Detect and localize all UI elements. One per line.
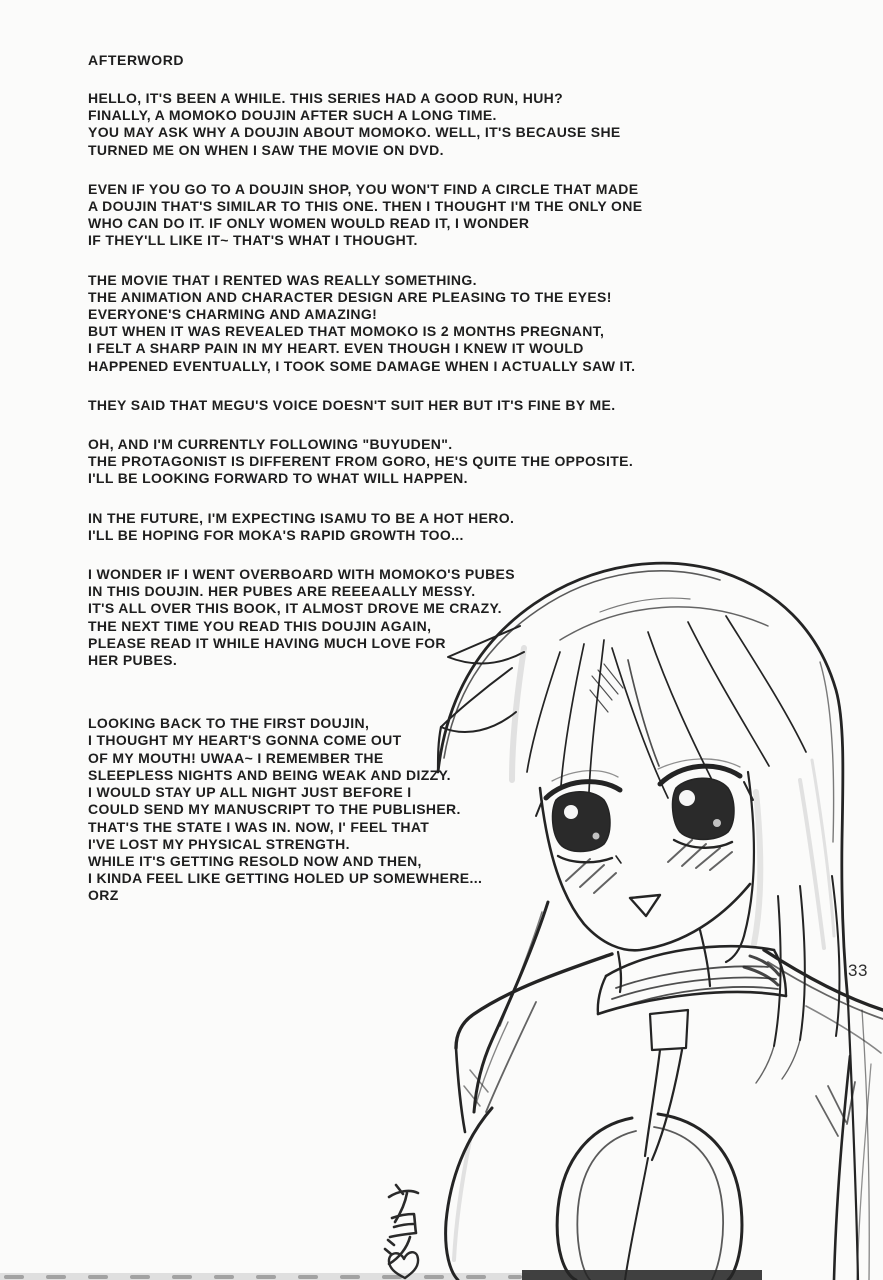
- text-line: SLEEPLESS NIGHTS AND BEING WEAK AND DIZZY.: [88, 766, 451, 783]
- text-line: I THOUGHT MY HEART'S GONNA COME OUT: [88, 732, 402, 749]
- text-line: YOU MAY ASK WHY A DOUJIN ABOUT MOMOKO. WELL, IT'S BECAUSE SHE: [88, 124, 621, 141]
- scan-artifact-bottom: [0, 1270, 762, 1280]
- text-line: I'LL BE LOOKING FORWARD TO WHAT WILL HAPPEN.: [88, 470, 468, 487]
- text-line: OH, AND I'M CURRENTLY FOLLOWING "BUYUDEN".: [88, 436, 453, 453]
- turtleneck-collar: [598, 930, 786, 1014]
- text-line: I'VE LOST MY PHYSICAL STRENGTH.: [88, 835, 350, 852]
- text-line: ORZ: [88, 887, 119, 904]
- paragraph: [88, 181, 768, 250]
- text-line: THE NEXT TIME YOU READ THIS DOUJIN AGAIN,: [88, 617, 432, 634]
- text-line: OF MY MOUTH! UWAA~ I REMEMBER THE: [88, 749, 384, 766]
- text-line: LOOKING BACK TO THE FIRST DOUJIN,: [88, 715, 370, 732]
- text-line: THE PROTAGONIST IS DIFFERENT FROM GORO, HE'S QUITE THE OPPOSITE.: [88, 453, 634, 470]
- paragraph: [88, 566, 768, 669]
- text-line: WHILE IT'S GETTING RESOLD NOW AND THEN,: [88, 852, 422, 869]
- text-line: THEY SAID THAT MEGU'S VOICE DOESN'T SUIT HER BUT IT'S FINE BY ME.: [88, 396, 616, 413]
- text-line: EVEN IF YOU GO TO A DOUJIN SHOP, YOU WON'T FIND A CIRCLE THAT MADE: [88, 180, 639, 197]
- text-line: IN THIS DOUJIN. HER PUBES ARE REEEAALLY MESSY.: [88, 583, 476, 600]
- text-line: HAPPENED EVENTUALLY, I TOOK SOME DAMAGE WHEN I ACTUALLY SAW IT.: [88, 357, 636, 374]
- text-line: THE MOVIE THAT I RENTED WAS REALLY SOMETHING.: [88, 271, 477, 288]
- page-number: 33: [848, 961, 868, 980]
- keyhole-opening: [557, 1114, 742, 1280]
- text-line: THE ANIMATION AND CHARACTER DESIGN ARE PLEASING TO THE EYES!: [88, 288, 612, 305]
- paragraph: [88, 715, 768, 904]
- text-line: HELLO, IT'S BEEN A WHILE. THIS SERIES HAD A GOOD RUN, HUH?: [88, 90, 564, 106]
- artist-signature: [385, 1185, 418, 1278]
- text-line: HER PUBES.: [88, 652, 178, 669]
- text-line: IT'S ALL OVER THIS BOOK, IT ALMOST DROVE ME CRAZY.: [88, 600, 502, 617]
- paragraph: [88, 436, 768, 488]
- paragraph: [88, 397, 768, 414]
- text-line: I WOULD STAY UP ALL NIGHT JUST BEFORE I: [88, 784, 412, 801]
- text-line: I FELT A SHARP PAIN IN MY HEART. EVEN THOUGH I KNEW IT WOULD: [88, 340, 584, 357]
- text-line: FINALLY, A MOMOKO DOUJIN AFTER SUCH A LONG TIME.: [88, 107, 497, 124]
- left-shoulder: [446, 902, 612, 1280]
- text-line: I'LL BE HOPING FOR MOKA'S RAPID GROWTH TOO...: [88, 526, 464, 543]
- text-line: IF THEY'LL LIKE IT~ THAT'S WHAT I THOUGHT.: [88, 232, 418, 249]
- right-shoulder: [764, 950, 883, 1280]
- text-line: EVERYONE'S CHARMING AND AMAZING!: [88, 306, 378, 323]
- text-line: I WONDER IF I WENT OVERBOARD WITH MOMOKO'S PUBES: [88, 566, 515, 583]
- afterword-text: [88, 52, 768, 927]
- text-line: TURNED ME ON WHEN I SAW THE MOVIE ON DVD.: [88, 141, 444, 158]
- zipper: [625, 1010, 688, 1280]
- text-line: COULD SEND MY MANUSCRIPT TO THE PUBLISHER.: [88, 801, 461, 818]
- text-line: BUT WHEN IT WAS REVEALED THAT MOMOKO IS 2 MONTHS PREGNANT,: [88, 323, 605, 340]
- paragraph: [88, 272, 768, 375]
- text-line: WHO CAN DO IT. IF ONLY WOMEN WOULD READ IT, I WONDER: [88, 215, 530, 232]
- paragraph: [88, 510, 768, 544]
- text-line: THAT'S THE STATE I WAS IN. NOW, I' FEEL THAT: [88, 818, 430, 835]
- paragraph: [88, 90, 768, 159]
- text-line: I KINDA FEEL LIKE GETTING HOLED UP SOMEWHERE...: [88, 870, 483, 887]
- afterword-paragraphs: [88, 90, 768, 905]
- text-line: A DOUJIN THAT'S SIMILAR TO THIS ONE. THEN I THOUGHT I'M THE ONLY ONE: [88, 198, 643, 215]
- text-line: PLEASE READ IT WHILE HAVING MUCH LOVE FOR: [88, 634, 446, 651]
- hair-strands: [756, 876, 869, 1280]
- text-line: IN THE FUTURE, I'M EXPECTING ISAMU TO BE A HOT HERO.: [88, 509, 515, 526]
- page-title: AFTERWORD: [88, 52, 185, 68]
